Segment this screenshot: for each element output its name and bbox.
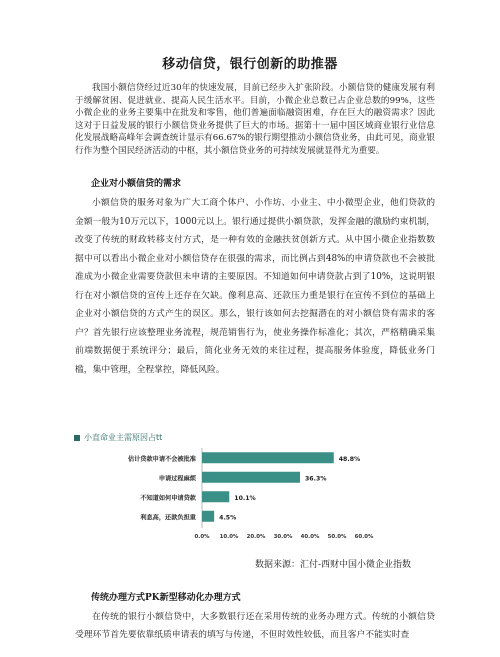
comparison-paragraph: 在传统的银行小额信贷中，大多数银行还在采用传统的业务办理方式。传统的小额信贷受理环节首先要依靠纸质申请表的填写与传递，不但时效性较低，而且客户不能实时查 <box>75 612 435 640</box>
data-source: 数据来源：汇付-西财中国小微企业指数 <box>255 560 412 570</box>
x-tick-label: 0.0% <box>194 534 210 540</box>
legend-swatch <box>74 435 80 441</box>
chart-legend-label: 小直命业主需原因占tt <box>84 433 163 442</box>
demand-paragraph: 小额信贷的服务对象为广大工商个体户、小作坊、小业主、中小微型企业，他们贷款的金额一般为10万元以下，1000元以上。银行通过提供小额贷款，发挥金融的激励约束机制，改变了传统的财政转移支付方式，是一种有效的金融扶贫创新方式。从中国小微企业指数数据中可以看出小微企业对小额信贷存在很强的需求，而比例占到48%的申请贷款也不会被批准成为小微企业需要贷款但未申请的主要原因。不知道如何申请贷款占到了10%，这说明银行在对小额信贷的宣传上还存在欠缺。像利息高、还款压力重是银行在宣传不到位的基础上企业对小额信贷的方式产生的误区。那么，银行该如何去挖掘潜在的对小额信贷有需求的客户？首先银行应该整理业务流程，规范销售行为，使业务操作标准化；其次，严格精确采集前端数据便于系统评分；最后，简化业务无效的来往过程，提高服务体验度，降低业务门槛，集中管理，全程掌控，降低风险。 <box>75 198 435 375</box>
section-heading-comparison: 传统办理方式PK新型移动化办理方式 <box>91 593 241 603</box>
data-label: 48.8% <box>338 455 361 463</box>
bar <box>202 511 214 522</box>
page-title: 移动信贷，银行创新的助推器 <box>162 57 338 72</box>
intro-paragraph: 我国小额信贷经过近30年的快速发展，目前已经步入扩张阶段。小额信贷的健康发展有利于缓解贫困、促进就业、提高人民生活水平。目前，小微企业总数已占企业总数的99%，这些小微企业的业务主要集中在批发和零售，他们普遍面临融资困难，存在巨大的融资需求？因此这对于日益发展的银行小额信贷业务提供了巨大的市场。据第十一届中国区域商业银行业信息化发展战略高峰年会调查统计显示有66.67%的银行期望推动小额信贷业务，由此可见，商业银行作为整个国民经济活动的中枢，其小额信贷业务的可持续发展就显得尤为重要。 <box>75 83 435 156</box>
x-tick-label: 20.0% <box>246 534 266 540</box>
category-label: 利息高，还款负担重 <box>140 514 196 522</box>
bar <box>202 472 300 483</box>
bar-chart <box>74 446 374 540</box>
data-label: 36.3% <box>305 475 327 483</box>
x-tick-label: 10.0% <box>219 534 239 540</box>
section-heading-demand: 企业对小额信贷的需求 <box>91 179 182 189</box>
bar <box>202 491 229 502</box>
x-tick-label: 50.0% <box>327 534 347 540</box>
data-label: 4.5% <box>219 514 237 522</box>
bar <box>202 452 334 463</box>
category-label: 申请过程麻烦 <box>158 475 196 483</box>
data-label: 10.1% <box>234 494 256 502</box>
category-label: 估计贷款申请不会被批准 <box>127 455 196 463</box>
x-tick-label: 30.0% <box>273 534 293 540</box>
x-tick-label: 60.0% <box>354 534 374 540</box>
category-label: 不知道如何申请贷款 <box>140 494 196 502</box>
x-tick-label: 40.0% <box>300 534 320 540</box>
chart-legend <box>74 432 162 443</box>
